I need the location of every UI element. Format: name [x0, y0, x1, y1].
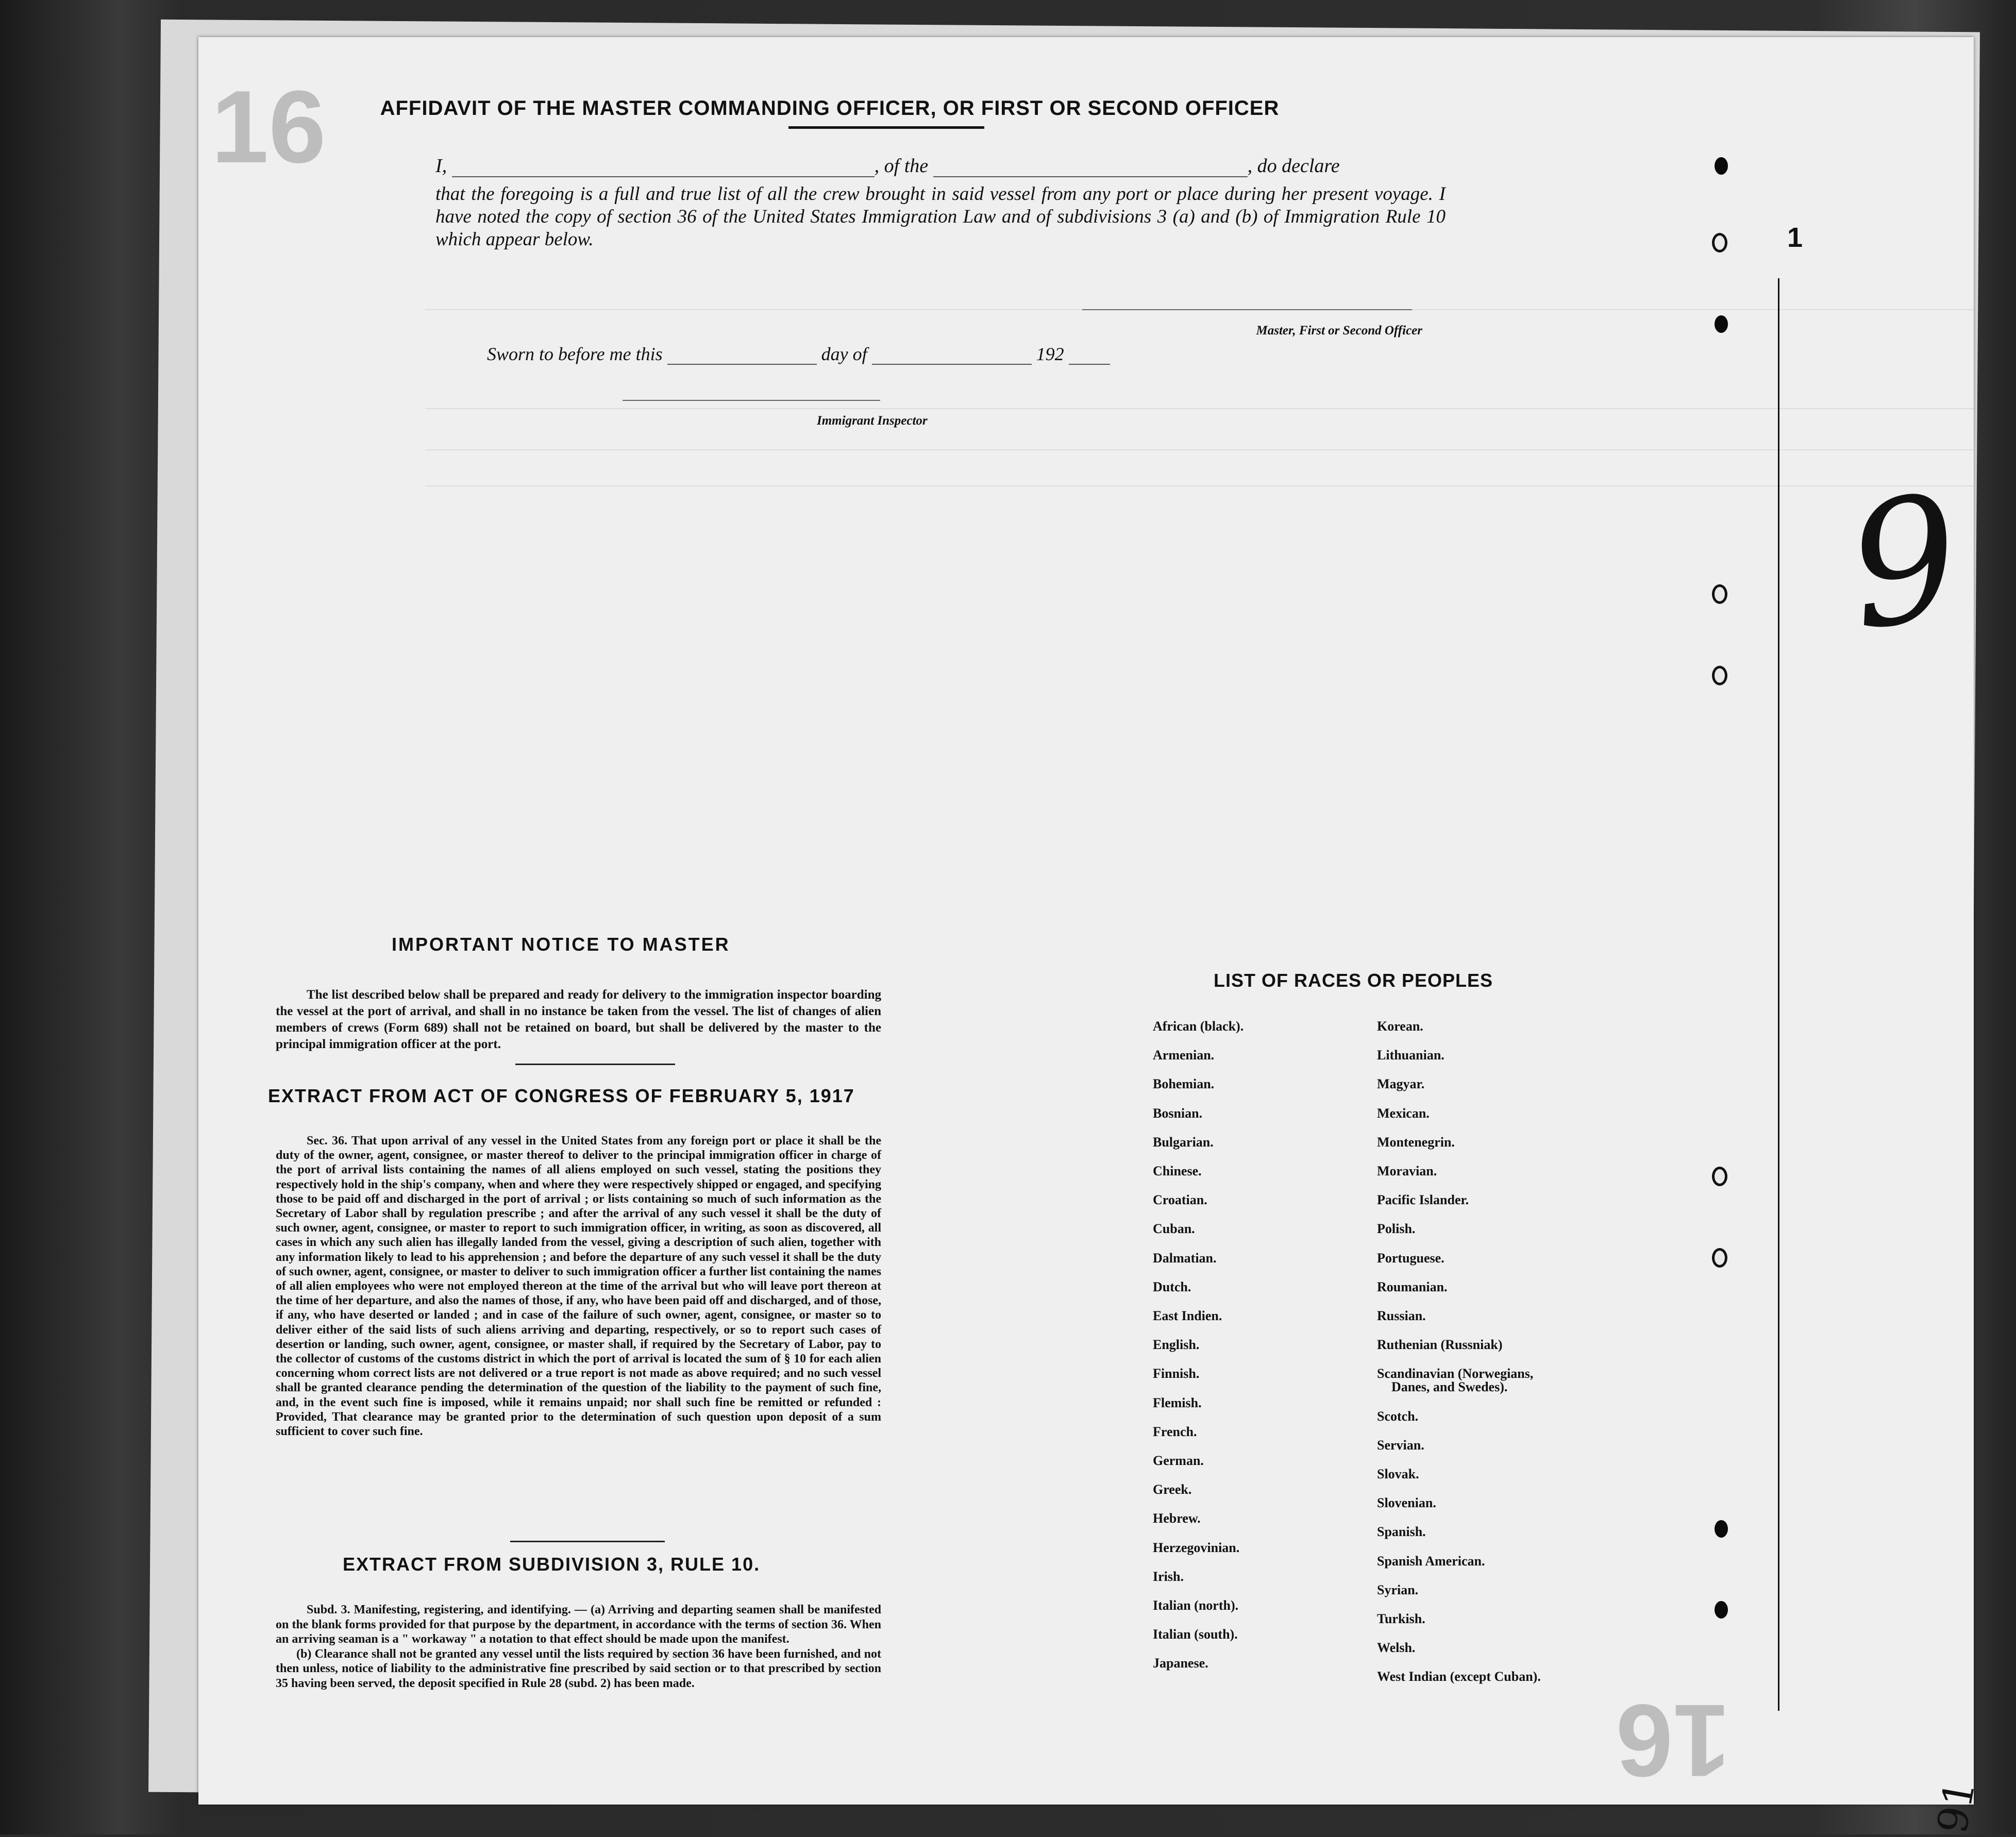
- notice-title: IMPORTANT NOTICE TO MASTER: [392, 934, 730, 955]
- race-item: Lithuanian.: [1377, 1048, 1444, 1063]
- section-36-paragraph: Sec. 36. That upon arrival of any vessel in the United States from any foreign port or place it shall be the duty of the owner, agent, consignee, or master thereof to deliver to the principal immigration officer in charge of the port of arrival lists containing the names of all aliens employed on such vessel, stating the positions they respectively hold in the ship's company, when and where they were respectively shipped or engaged, and specifying those to be paid off and discharged in the port of arrival ; or lists containing so much of such information as the Secretary of Labor shall by regulation prescribe ; and after the arrival of any such vessel it shall be the duty of such owner, agent, consignee, or master to report to such immigration officer, in writing, as soon as discovered, all cases in which any such alien has illegally landed from the vessel, giving a description of such alien, together with any information likely to lead to his apprehension ; and before the departure of any such vessel it shall be the duty of such owner, agent, consignee, or master to deliver to such immigration officer a further list containing the names of all alien employees who were not employed thereon at the time of the arrival but who will leave port thereon at the time of her departure, and also the names of those, if any, who have been paid off and discharged, and of those, if any, who have deserted or landed ; and in case of the failure of such owner, agent, consignee, or master so to deliver either of the said lists of such aliens arriving and departing, respectively, or so to report such cases of desertion or landing, such owner, agent, consignee, or master shall, if required by the Secretary of Labor, pay to the collector of customs of the customs district in which the port of arrival is located the sum of § 10 for each alien concerning whom correct lists are not delivered or a true report is not made as above required; and no such vessel shall be granted clearance pending the determination of the question of the liability to the payment of such fine, and, in the event such fine is imposed, while it remains unpaid; nor shall such fine be remitted or refunded : Provided, That clearance may be granted prior to the determination of such question upon deposit of a sum sufficient to cover such fine.: [276, 1134, 881, 1439]
- rule-10-paragraph-a: Subd. 3. Manifesting, registering, and identifying. — (a) Arriving and departing seamen shall be manifested on the blank forms provided for that purpose by the department, in accordance with the terms of section 36. When an arriving seaman is a " workaway " a notation to that effect should be made upon the manifest.: [276, 1603, 881, 1646]
- race-item: Croatian.: [1153, 1192, 1207, 1208]
- declaration-do-declare: , do declare: [1247, 155, 1340, 177]
- race-item: Pacific Islander.: [1377, 1192, 1469, 1208]
- punch-hole: [1712, 584, 1727, 604]
- sworn-prefix: Sworn to before me this: [487, 344, 663, 364]
- section-36-text: [276, 1134, 881, 1439]
- race-item: Russian.: [1377, 1308, 1426, 1323]
- stamp-number-top: 16: [211, 70, 326, 184]
- race-item: Flemish.: [1153, 1395, 1202, 1410]
- punch-hole: [1712, 233, 1727, 252]
- year-blank: [1069, 364, 1110, 365]
- name-blank: [452, 176, 875, 177]
- race-item: Scotch.: [1377, 1408, 1419, 1424]
- extract-act-title: EXTRACT FROM ACT OF CONGRESS OF FEBRUARY 5, 1917: [268, 1085, 855, 1106]
- page-number: 1: [1787, 222, 1803, 253]
- race-item: Roumanian.: [1377, 1279, 1448, 1294]
- extract-rule-title: EXTRACT FROM SUBDIVISION 3, RULE 10.: [343, 1554, 761, 1575]
- month-blank: [872, 364, 1032, 365]
- race-item: East Indien.: [1153, 1308, 1222, 1323]
- race-item: Cuban.: [1153, 1221, 1195, 1237]
- race-item: Finnish.: [1153, 1366, 1200, 1381]
- race-item: Syrian.: [1377, 1582, 1419, 1597]
- divider: [510, 1541, 665, 1542]
- declaration-i: I,: [435, 155, 447, 177]
- race-item: Dalmatian.: [1153, 1250, 1217, 1266]
- race-item: Korean.: [1377, 1019, 1423, 1034]
- punch-hole: [1715, 157, 1728, 175]
- rule-10-text: [276, 1603, 881, 1691]
- signature-label: Master, First or Second Officer: [1256, 324, 1422, 338]
- race-item: Greek.: [1153, 1482, 1192, 1497]
- race-item: Bulgarian.: [1153, 1134, 1214, 1150]
- race-item: Welsh.: [1377, 1640, 1416, 1656]
- race-item: Japanese.: [1153, 1656, 1208, 1671]
- day-blank: [667, 364, 817, 365]
- divider: [515, 1064, 675, 1065]
- race-item: Servian.: [1377, 1437, 1424, 1453]
- race-item: Montenegrin.: [1377, 1134, 1455, 1150]
- notice-paragraph: The list described below shall be prepared and ready for delivery to the immigration inspector boarding the vessel at the port of arrival, and shall in no instance be taken from the vessel. The list of changes of alien members of crews (Form 689) shall not be retained on board, but shall be delivered by the master to the principal immigration officer at the port.: [276, 988, 881, 1051]
- right-margin-line: [1778, 278, 1779, 1711]
- punch-hole: [1712, 666, 1727, 685]
- punch-hole: [1715, 1601, 1728, 1619]
- races-list-title: LIST OF RACES OR PEOPLES: [1214, 970, 1493, 991]
- punch-hole: [1715, 1520, 1728, 1538]
- sworn-day-of: day of: [821, 344, 867, 364]
- race-item: West Indian (except Cuban).: [1377, 1669, 1541, 1684]
- race-item: Turkish.: [1377, 1611, 1425, 1626]
- race-item: Dutch.: [1153, 1279, 1191, 1294]
- race-item: Italian (north).: [1153, 1598, 1239, 1613]
- title-underline: [788, 126, 984, 129]
- race-item: Italian (south).: [1153, 1627, 1238, 1642]
- race-item: African (black).: [1153, 1019, 1244, 1034]
- race-item: Mexican.: [1377, 1105, 1430, 1121]
- stamp-number-bottom: 16: [1616, 1683, 1731, 1798]
- punch-hole: [1715, 315, 1728, 333]
- race-item: English.: [1153, 1337, 1200, 1353]
- race-item: Ruthenian (Russniak): [1377, 1337, 1503, 1353]
- corner-number: 91: [1928, 1777, 1985, 1837]
- signature-line: [1082, 309, 1412, 310]
- notice-body: [276, 987, 881, 1053]
- race-item: French.: [1153, 1424, 1197, 1439]
- race-item: Spanish.: [1377, 1524, 1426, 1540]
- punch-hole: [1712, 1167, 1727, 1186]
- race-item: Herzegovinian.: [1153, 1540, 1240, 1555]
- race-item: Slovenian.: [1377, 1495, 1436, 1511]
- rule-10-paragraph-b: (b) Clearance shall not be granted any vessel until the lists required by section 36 have been furnished, and not then unless, notice of liability to the administrative fine prescribed by said section or to that prescribed by section 35 having been served, the deposit specified in Rule 28 (subd. 2) has been made.: [276, 1647, 881, 1690]
- inspector-label: Immigrant Inspector: [817, 414, 928, 428]
- race-item: Danes, and Swedes).: [1391, 1379, 1508, 1395]
- race-item: Chinese.: [1153, 1164, 1202, 1178]
- race-item: Bosnian.: [1153, 1105, 1203, 1121]
- race-item: Bohemian.: [1153, 1076, 1215, 1092]
- punch-hole: [1712, 1248, 1727, 1268]
- race-item: Scandinavian (Norwegians,: [1377, 1366, 1534, 1381]
- race-item: Hebrew.: [1153, 1511, 1201, 1526]
- sworn-year: 192: [1036, 344, 1064, 364]
- race-item: Spanish American.: [1377, 1553, 1485, 1569]
- vessel-blank: [933, 176, 1248, 177]
- race-item: Polish.: [1377, 1221, 1416, 1237]
- race-item: Slovak.: [1377, 1467, 1419, 1481]
- handwritten-number: 9: [1837, 457, 1972, 668]
- race-item: Magyar.: [1377, 1076, 1425, 1092]
- affidavit-title: AFFIDAVIT OF THE MASTER COMMANDING OFFICER, OR FIRST OR SECOND OFFICER: [380, 97, 1280, 120]
- declaration-line: [435, 155, 1446, 177]
- document-page: [198, 37, 1974, 1805]
- sworn-line: [487, 343, 1110, 365]
- race-item: Irish.: [1153, 1569, 1184, 1584]
- affidavit-body: that the foregoing is a full and true list of all the crew brought in said vessel from any port or place during her present voyage. I have noted the copy of section 36 of the United States Immigration Law and of subdivisions 3 (a) and (b) of Immigration Rule 10 which appear below.: [435, 183, 1446, 250]
- race-item: Armenian.: [1153, 1048, 1215, 1063]
- race-item: Moravian.: [1377, 1164, 1437, 1178]
- inspector-signature-line: [623, 400, 880, 401]
- declaration-of-the: , of the: [874, 155, 929, 177]
- race-item: German.: [1153, 1453, 1204, 1468]
- race-item: Portuguese.: [1377, 1250, 1444, 1266]
